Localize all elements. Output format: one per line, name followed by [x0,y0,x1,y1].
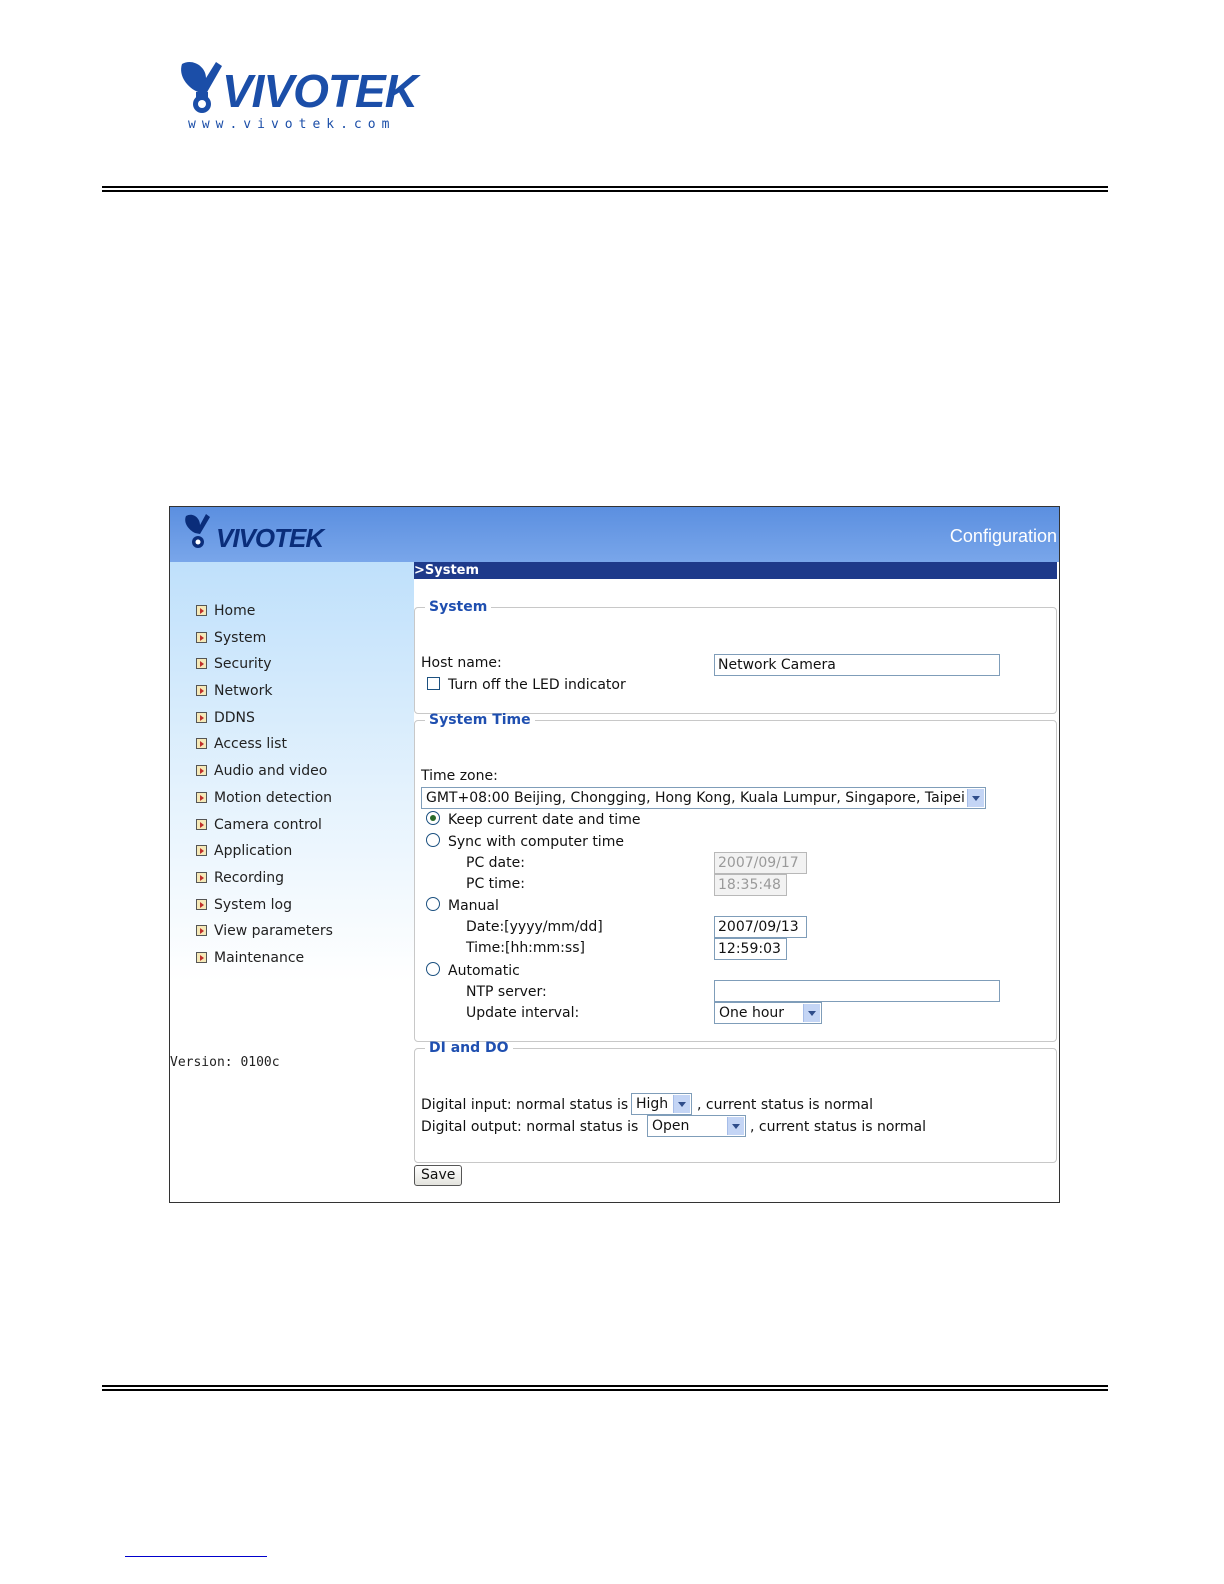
sidebar-item-network[interactable] [196,678,333,705]
chevron-down-icon[interactable] [727,1117,744,1135]
sidebar-item-security[interactable] [196,651,333,678]
update-interval-value: One hour [719,1005,785,1021]
firmware-version: Version: 0100c [170,1055,280,1070]
host-name-input[interactable] [714,654,1000,676]
sidebar-item-application[interactable] [196,838,333,865]
led-indicator-checkbox[interactable] [427,677,440,690]
manual-radio[interactable] [426,897,440,911]
chevron-down-icon[interactable] [803,1004,820,1022]
app-header [170,507,1059,562]
system-time-fieldset [414,712,1057,1042]
digital-input-prefix: Digital input: normal status is [421,1097,629,1113]
host-name-label: Host name: [421,655,502,671]
chevron-down-icon[interactable] [673,1095,690,1113]
sidebar-item-label: Camera control [214,816,322,833]
arrow-bullet-icon [196,952,207,963]
chevron-down-icon[interactable] [967,789,984,807]
digital-input-select[interactable] [631,1093,692,1115]
sidebar-item-system[interactable] [196,625,333,652]
di-do-legend: DI and DO [429,1040,509,1056]
sidebar-item-access-list[interactable] [196,731,333,758]
arrow-bullet-icon [196,605,207,616]
sidebar-item-recording[interactable] [196,865,333,892]
di-do-fieldset [414,1040,1057,1163]
pc-date-field [714,852,807,874]
sidebar-item-label: Application [214,843,293,860]
digital-output-status: , current status is normal [750,1119,927,1135]
manual-date-input[interactable] [714,916,807,938]
digital-output-select[interactable] [647,1115,746,1137]
digital-input-status: , current status is normal [697,1097,874,1113]
sync-computer-radio[interactable] [426,833,440,847]
section-title-bar: >System [414,562,1057,579]
digital-input-value: High [636,1096,669,1112]
arrow-bullet-icon [196,872,207,883]
pc-date-label: PC date: [466,855,525,871]
time-zone-label: Time zone: [421,768,498,784]
arrow-bullet-icon [196,792,207,803]
sidebar-nav [196,598,333,972]
sidebar-item-home[interactable] [196,598,333,625]
sidebar-item-label: View parameters [214,923,333,940]
sidebar-item-label: Access list [214,736,287,753]
sidebar-item-label: Motion detection [214,789,333,806]
arrow-bullet-icon [196,712,207,723]
arrow-bullet-icon [196,658,207,669]
sidebar-item-system-log[interactable] [196,892,333,919]
sidebar-item-label: DDNS [214,709,255,726]
sidebar-item-maintenance[interactable] [196,945,333,972]
sidebar-item-label: System log [214,896,292,913]
footer-rule [102,1385,1108,1391]
arrow-bullet-icon [196,685,207,696]
arrow-bullet-icon [196,925,207,936]
keep-time-label: Keep current date and time [448,812,641,828]
footer-link-underline[interactable] [125,1556,267,1557]
arrow-bullet-icon [196,632,207,643]
manual-time-label: Time:[hh:mm:ss] [466,940,585,956]
pc-time-field [714,874,787,896]
arrow-bullet-icon [196,765,207,776]
time-zone-value: GMT+08:00 Beijing, Chongging, Hong Kong, Kuala Lumpur, Singapore, Taipei [426,790,965,806]
arrow-bullet-icon [196,845,207,856]
led-indicator-label: Turn off the LED indicator [448,677,626,693]
sidebar-item-ddns[interactable] [196,705,333,732]
automatic-radio[interactable] [426,962,440,976]
sidebar-item-view-parameters[interactable] [196,918,333,945]
sidebar-item-label: System [214,629,267,646]
app-logo-wordmark: VIVOTEK [216,523,324,553]
sidebar-item-motion-detection[interactable] [196,785,333,812]
manual-date-label: Date:[yyyy/mm/dd] [466,919,603,935]
sidebar-item-audio-video[interactable] [196,758,333,785]
ntp-server-label: NTP server: [466,984,547,1000]
update-interval-select[interactable] [714,1002,822,1024]
config-screenshot [169,506,1060,1203]
sync-computer-label: Sync with computer time [448,834,624,850]
arrow-bullet-icon [196,899,207,910]
sidebar-item-label: Home [214,603,256,619]
sidebar-item-label: Maintenance [214,949,305,966]
ntp-server-input[interactable] [714,980,1000,1002]
digital-output-value: Open [652,1118,690,1134]
manual-time-input[interactable] [714,938,787,960]
time-zone-select[interactable] [421,787,986,809]
document-logo-wordmark: VIVOTEK [222,65,417,117]
arrow-bullet-icon [196,819,207,830]
pc-time-label: PC time: [466,876,526,892]
sidebar-item-camera-control[interactable] [196,812,333,839]
system-legend: System [429,599,488,615]
sidebar-item-label: Recording [214,869,285,886]
header-rule [102,186,1108,192]
sidebar-item-label: Network [214,683,273,700]
arrow-bullet-icon [196,738,207,749]
keep-time-radio[interactable] [426,811,440,825]
sidebar [170,562,414,1202]
digital-output-prefix: Digital output: normal status is [421,1119,639,1135]
sidebar-item-label: Security [214,656,272,673]
save-button[interactable]: Save [414,1165,462,1186]
system-time-legend: System Time [429,712,531,728]
document-logo-url: www.vivotek.com [188,117,396,132]
system-fieldset [414,599,1057,714]
page-title: Configuration [949,526,1057,546]
update-interval-label: Update interval: [466,1005,580,1021]
main-content [414,562,1059,1202]
manual-label: Manual [448,898,499,914]
automatic-label: Automatic [448,963,520,979]
sidebar-item-label: Audio and video [214,763,328,780]
